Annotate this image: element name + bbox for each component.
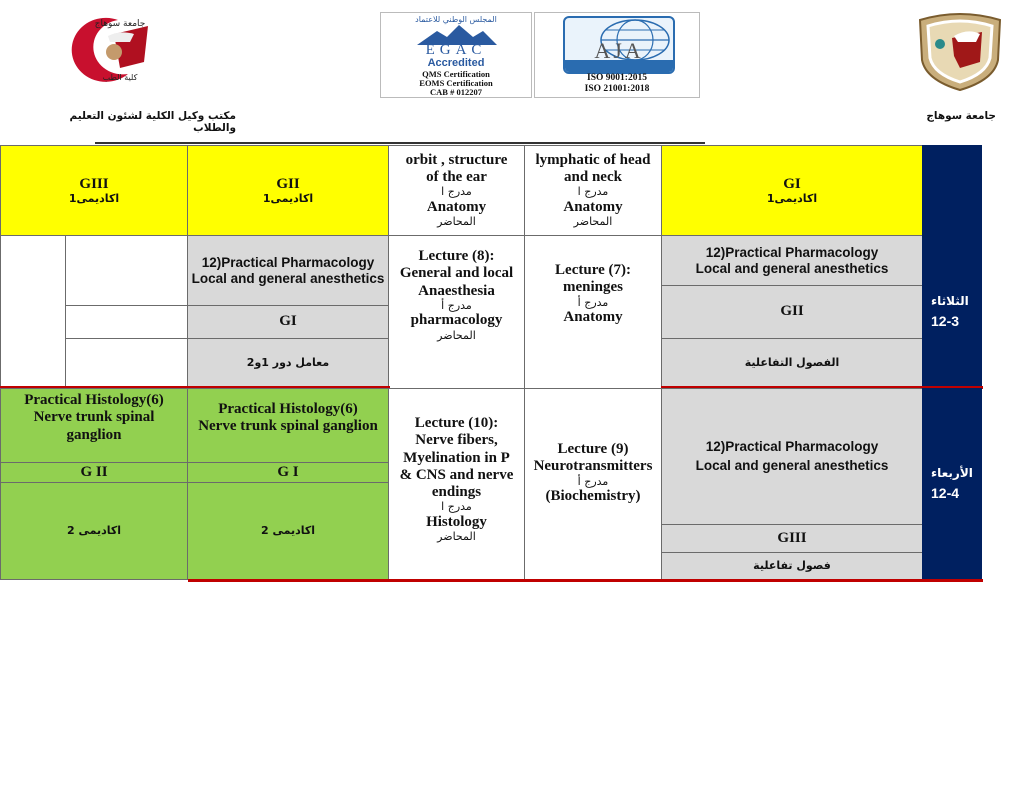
logo-text-top: جامعة سوهاج bbox=[94, 19, 146, 29]
lecture-line: Neurotransmitters bbox=[533, 458, 653, 475]
practical-title: 12)Practical Pharmacology bbox=[705, 439, 879, 455]
hall-label: مدرج أ bbox=[577, 295, 609, 309]
header-day-cell bbox=[922, 145, 982, 236]
tuesday-giii-empty-2 bbox=[65, 305, 188, 339]
group-label: G I bbox=[277, 463, 299, 480]
university-name: جامعة سوهاج bbox=[926, 110, 996, 122]
lecture-line: Anaesthesia bbox=[418, 282, 495, 299]
egac-accreditation-badge bbox=[380, 12, 532, 98]
practical-line: Practical Histology(6) bbox=[218, 401, 358, 417]
room-label: معامل دور 1و2 bbox=[246, 356, 330, 370]
group-label: GII bbox=[780, 303, 804, 320]
aja-iso-line: ISO 21001:2018 bbox=[584, 84, 650, 94]
room-label: اكاديمى 2 bbox=[260, 523, 316, 537]
room-label: الفصول التفاعلية bbox=[744, 356, 840, 370]
aja-iso-line: ISO 9001:2015 bbox=[587, 73, 647, 83]
wednesday-gii-group bbox=[187, 462, 389, 483]
header-cell-gii bbox=[187, 145, 389, 236]
tuesday-day-cell bbox=[922, 235, 982, 389]
group-label: GI bbox=[279, 313, 297, 330]
tuesday-giii-empty-3 bbox=[65, 338, 188, 389]
aja-iso-badge bbox=[534, 12, 700, 98]
room-label: اكاديمى1 bbox=[766, 191, 818, 205]
practical-line: ganglion bbox=[66, 426, 122, 443]
lecturer-label: المحاضر bbox=[437, 215, 476, 229]
lecture-line: Lecture (9) bbox=[557, 441, 629, 457]
room-label: فصول تفاعلية bbox=[753, 558, 831, 572]
group-label: GI bbox=[783, 175, 801, 192]
hall-label: مدرج أ bbox=[441, 298, 472, 312]
wednesday-day-cell bbox=[922, 388, 982, 580]
wednesday-gi-practical bbox=[661, 388, 923, 525]
egac-line: QMS Certification bbox=[422, 69, 490, 79]
tuesday-gii-practical bbox=[187, 235, 389, 306]
lecture-line: Lecture (8): bbox=[418, 248, 495, 264]
hall-label: مدرج ا bbox=[441, 185, 472, 199]
sohag-university-crest bbox=[914, 12, 1006, 92]
egac-letters: EGAC bbox=[425, 42, 487, 58]
practical-title: 12)Practical Pharmacology bbox=[705, 244, 879, 260]
group-label: GII bbox=[276, 175, 300, 192]
hall-label: مدرج ا bbox=[577, 185, 609, 199]
lecture-line: of the ear bbox=[426, 169, 487, 186]
practical-subtitle: Local and general anesthetics bbox=[695, 260, 889, 276]
lecture-line: lymphatic of head bbox=[535, 151, 651, 168]
practical-subtitle: Local and general anesthetics bbox=[191, 270, 385, 286]
header-cell-gi bbox=[661, 145, 923, 236]
lecture-line: Nerve fibers, bbox=[415, 432, 498, 449]
room-label: اكاديمى1 bbox=[68, 191, 120, 205]
wednesday-gii-practical bbox=[187, 388, 389, 463]
wednesday-gii-room bbox=[187, 482, 389, 580]
hall-label: مدرج ا bbox=[441, 500, 472, 514]
tuesday-gi-group bbox=[661, 285, 923, 339]
tuesday-gi-practical bbox=[661, 235, 923, 286]
tuesday-giii-empty bbox=[0, 235, 66, 389]
department-label: pharmacology bbox=[410, 312, 503, 329]
faculty-of-medicine-logo bbox=[58, 12, 162, 84]
tuesday-gi-room bbox=[661, 338, 923, 389]
wednesday-giii-group bbox=[0, 462, 188, 483]
tuesday-giii-empty-1 bbox=[65, 235, 188, 306]
department-label: (Biochemistry) bbox=[545, 488, 641, 505]
top-divider bbox=[95, 142, 705, 144]
room-label: اكاديمى 2 bbox=[66, 523, 122, 537]
room-label: اكاديمى1 bbox=[262, 191, 314, 205]
tuesday-lecture-meninges bbox=[524, 235, 662, 389]
lecture-line: Lecture (7): bbox=[555, 262, 631, 278]
wednesday-lecture-nerve-fibers bbox=[388, 388, 525, 580]
lecturer-label: المحاضر bbox=[573, 215, 613, 229]
lecture-line: endings bbox=[431, 484, 482, 500]
globe-icon bbox=[563, 16, 675, 74]
hall-label: مدرج أ bbox=[577, 474, 609, 488]
lecturer-label: المحاضر bbox=[437, 530, 476, 544]
practical-line: Practical Histology(6) bbox=[24, 392, 164, 408]
wednesday-giii-room bbox=[0, 482, 188, 580]
wednesday-giii-practical bbox=[0, 388, 188, 463]
wednesday-gi-room bbox=[661, 552, 923, 580]
header-lecture-lymphatic bbox=[524, 145, 662, 236]
practical-line: Nerve trunk spinal ganglion bbox=[198, 418, 378, 435]
group-label: G II bbox=[80, 463, 108, 480]
department-label: Anatomy bbox=[426, 199, 487, 216]
lecture-line: General and local bbox=[399, 265, 514, 282]
office-title: مكتب وكيل الكلية لشئون التعليم والطلاب bbox=[69, 110, 236, 134]
practical-subtitle: Local and general anesthetics bbox=[695, 458, 889, 473]
logo-text-bottom: كلية الطب bbox=[102, 73, 138, 82]
lecture-line: Myelination in P bbox=[403, 449, 510, 466]
group-label: GIII bbox=[79, 175, 109, 192]
lecturer-label: المحاضر bbox=[437, 328, 476, 342]
wednesday-lecture-neurotransmitters bbox=[524, 388, 662, 580]
egac-line: CAB # 012207 bbox=[430, 87, 482, 97]
practical-line: Nerve trunk spinal bbox=[33, 409, 155, 426]
header-cell-giii bbox=[0, 145, 188, 236]
tuesday-gii-room bbox=[187, 338, 389, 389]
practical-title: 12)Practical Pharmacology bbox=[201, 254, 375, 270]
department-label: Histology bbox=[426, 513, 487, 530]
group-label: GIII bbox=[777, 529, 807, 546]
day-date: 12-4 bbox=[931, 484, 960, 501]
day-date: 12-3 bbox=[931, 312, 960, 329]
lecture-line: & CNS and nerve bbox=[399, 466, 514, 483]
wednesday-gi-group bbox=[661, 524, 923, 553]
day-name: الثلاثاء bbox=[931, 294, 969, 309]
department-label: Anatomy bbox=[563, 199, 623, 216]
egac-line: EOMS Certification bbox=[419, 78, 493, 88]
header-lecture-orbit bbox=[388, 145, 525, 236]
lecture-line: and neck bbox=[564, 169, 622, 186]
egac-arabic: المجلس الوطني للاعتماد bbox=[415, 15, 497, 24]
tuesday-lecture-anaesthesia bbox=[388, 235, 525, 389]
lecture-line: orbit , structure bbox=[405, 151, 508, 168]
department-label: Anatomy bbox=[563, 309, 623, 326]
lecture-line: meninges bbox=[563, 279, 623, 296]
bottom-separator-line bbox=[188, 579, 983, 582]
aja-letters: AJA bbox=[594, 38, 644, 63]
tuesday-gii-group bbox=[187, 305, 389, 339]
lecture-line: Lecture (10): bbox=[414, 415, 499, 431]
day-name: الأربعاء bbox=[931, 466, 973, 481]
egac-accredited: Accredited bbox=[427, 57, 485, 69]
